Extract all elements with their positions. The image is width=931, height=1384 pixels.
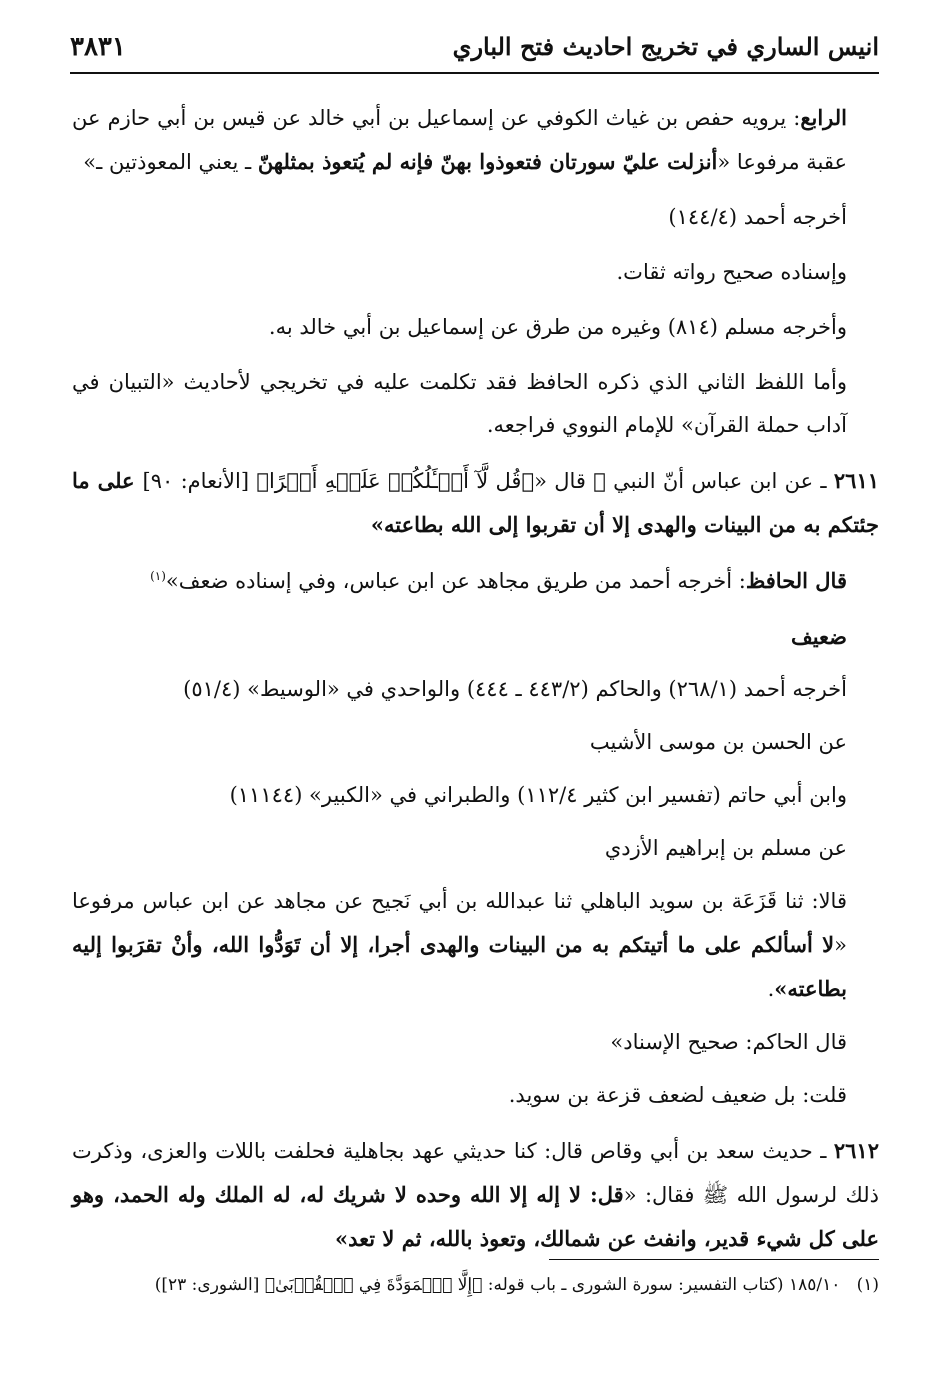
page-number: ٣٨٣١ bbox=[70, 32, 126, 62]
footnote-number: (١) bbox=[856, 1275, 879, 1295]
page-body bbox=[72, 96, 879, 1273]
verse-reference: [الشورى: ٢٣]) bbox=[154, 1275, 265, 1295]
hafiz-label: قال الحافظ bbox=[745, 568, 847, 593]
takhrij-note: وأما اللفظ الثاني الذي ذكره الحافظ فقد تكلمت عليه في تخريجي لأحاديث «التبيان في آداب حملة القرآن» للإمام النووي فراجعه. bbox=[72, 370, 847, 437]
hadith-number: ٢٦١٢ bbox=[833, 1138, 879, 1163]
takhrij-line: وإسناده صحيح رواته ثقات. bbox=[616, 260, 847, 284]
paragraph-text: : يرويه حفص بن غياث الكوفي عن إسماعيل بن أبي خالد عن قيس بن أبي حازم عن عقبة مرفوعا « bbox=[72, 106, 847, 174]
running-title: انيس الساري في تخريج احاديث فتح الباري bbox=[452, 32, 879, 61]
takhrij-line: عن الحسن بن موسى الأشيب bbox=[589, 730, 847, 754]
author-comment: قلت: بل ضعيف لضعف قزعة بن سويد. bbox=[508, 1083, 847, 1107]
takhrij-line: وابن أبي حاتم (تفسير ابن كثير ١١٢/٤) والطبراني في «الكبير» (١١١٤٤) bbox=[229, 783, 847, 807]
chain-text: قالا: ثنا قَزَعَة بن سويد الباهلي ثنا عبدالله بن أبي نَجيح عن مجاهد عن ابن عباس مرفوعا « bbox=[72, 889, 847, 957]
paragraph-fourth-narration bbox=[72, 96, 879, 184]
verse-reference: [الأنعام: ٩٠] bbox=[142, 469, 257, 493]
takhrij-line: وأخرجه مسلم (٨١٤) وغيره من طرق عن إسماعيل بن أبي خالد به. bbox=[268, 315, 847, 339]
paragraph-text: ـ يعني المعوذتين ـ» bbox=[83, 150, 258, 174]
quran-verse: ﴿إِلَّا ٱلۡمَوَدَّةَ فِي ٱلۡقُرۡبَىٰ﴾ bbox=[264, 1275, 483, 1295]
takhrij-line: أخرجه أحمد (٢٦٨/١) والحاكم (٤٤٣/٢ ـ ٤٤٤) والواحدي في «الوسيط» (٥١/٤) bbox=[183, 677, 847, 701]
hafiz-statement bbox=[72, 559, 879, 603]
footnote-marker[interactable]: (١) bbox=[150, 569, 166, 583]
footnote-1 bbox=[72, 1270, 879, 1300]
sentence-end: . bbox=[767, 977, 775, 1001]
takhrij-line: عن مسلم بن إبراهيم الأزدي bbox=[604, 836, 847, 860]
hadith-text-bold: أنزلت عليّ سورتان فتعوذوا بهنّ فإنه لم يُتعوذ بمثلهنّ bbox=[257, 149, 718, 174]
hadith-2611 bbox=[72, 459, 879, 547]
hadith-intro: ـ حديث سعد بن أبي وقاص قال: كنا حديثي عهد بجاهلية فحلفت باللات والعزى، وذكرت ذلك لرسول الله ﷺ فقال: « bbox=[72, 1139, 879, 1207]
chain-and-text bbox=[72, 880, 879, 1011]
page-header bbox=[70, 30, 879, 74]
takhrij-line: أخرجه أحمد (١٤٤/٤) bbox=[668, 205, 847, 229]
quran-verse: ﴿قُل لَّآ أَسۡـَٔلُكُمۡ عَلَيۡهِ أَجۡرًا﴾ bbox=[256, 469, 535, 493]
hadith-intro: ـ عن ابن عباس أنّ النبي ﷺ قال « bbox=[534, 469, 834, 493]
hakim-statement: قال الحاكم: صحيح الإسناد» bbox=[610, 1030, 847, 1054]
footnote-text: ١٨٥/١٠ (كتاب التفسير: سورة الشورى ـ باب قوله: bbox=[482, 1275, 841, 1295]
grading-verdict: ضعيف bbox=[790, 624, 847, 649]
hafiz-text: : أخرجه أحمد من طريق مجاهد عن ابن عباس، وفي إسناده ضعف» bbox=[165, 569, 746, 593]
hadith-text-bold: لا أسألكم على ما أتيتكم به من البينات والهدى أجرا، إلا أن تَوَدُّوا الله، وأنْ تقرَبوا إليه بطاعته» bbox=[72, 932, 847, 1001]
hadith-text-bold: قل: لا إله إلا الله وحده لا شريك له، له الملك وله الحمد، وهو على كل شيء قدير، وانفث عن شمالك، وتعوذ بالله، ثم لا تعد» bbox=[72, 1182, 879, 1251]
hadith-text-bold: على ما جئتكم به من البينات والهدى إلا أن تقربوا إلى الله بطاعته» bbox=[72, 468, 879, 537]
hadith-2612 bbox=[72, 1129, 879, 1261]
paragraph-label: الرابع bbox=[800, 105, 847, 130]
footnote-separator bbox=[549, 1259, 879, 1260]
hadith-number: ٢٦١١ bbox=[833, 468, 880, 493]
